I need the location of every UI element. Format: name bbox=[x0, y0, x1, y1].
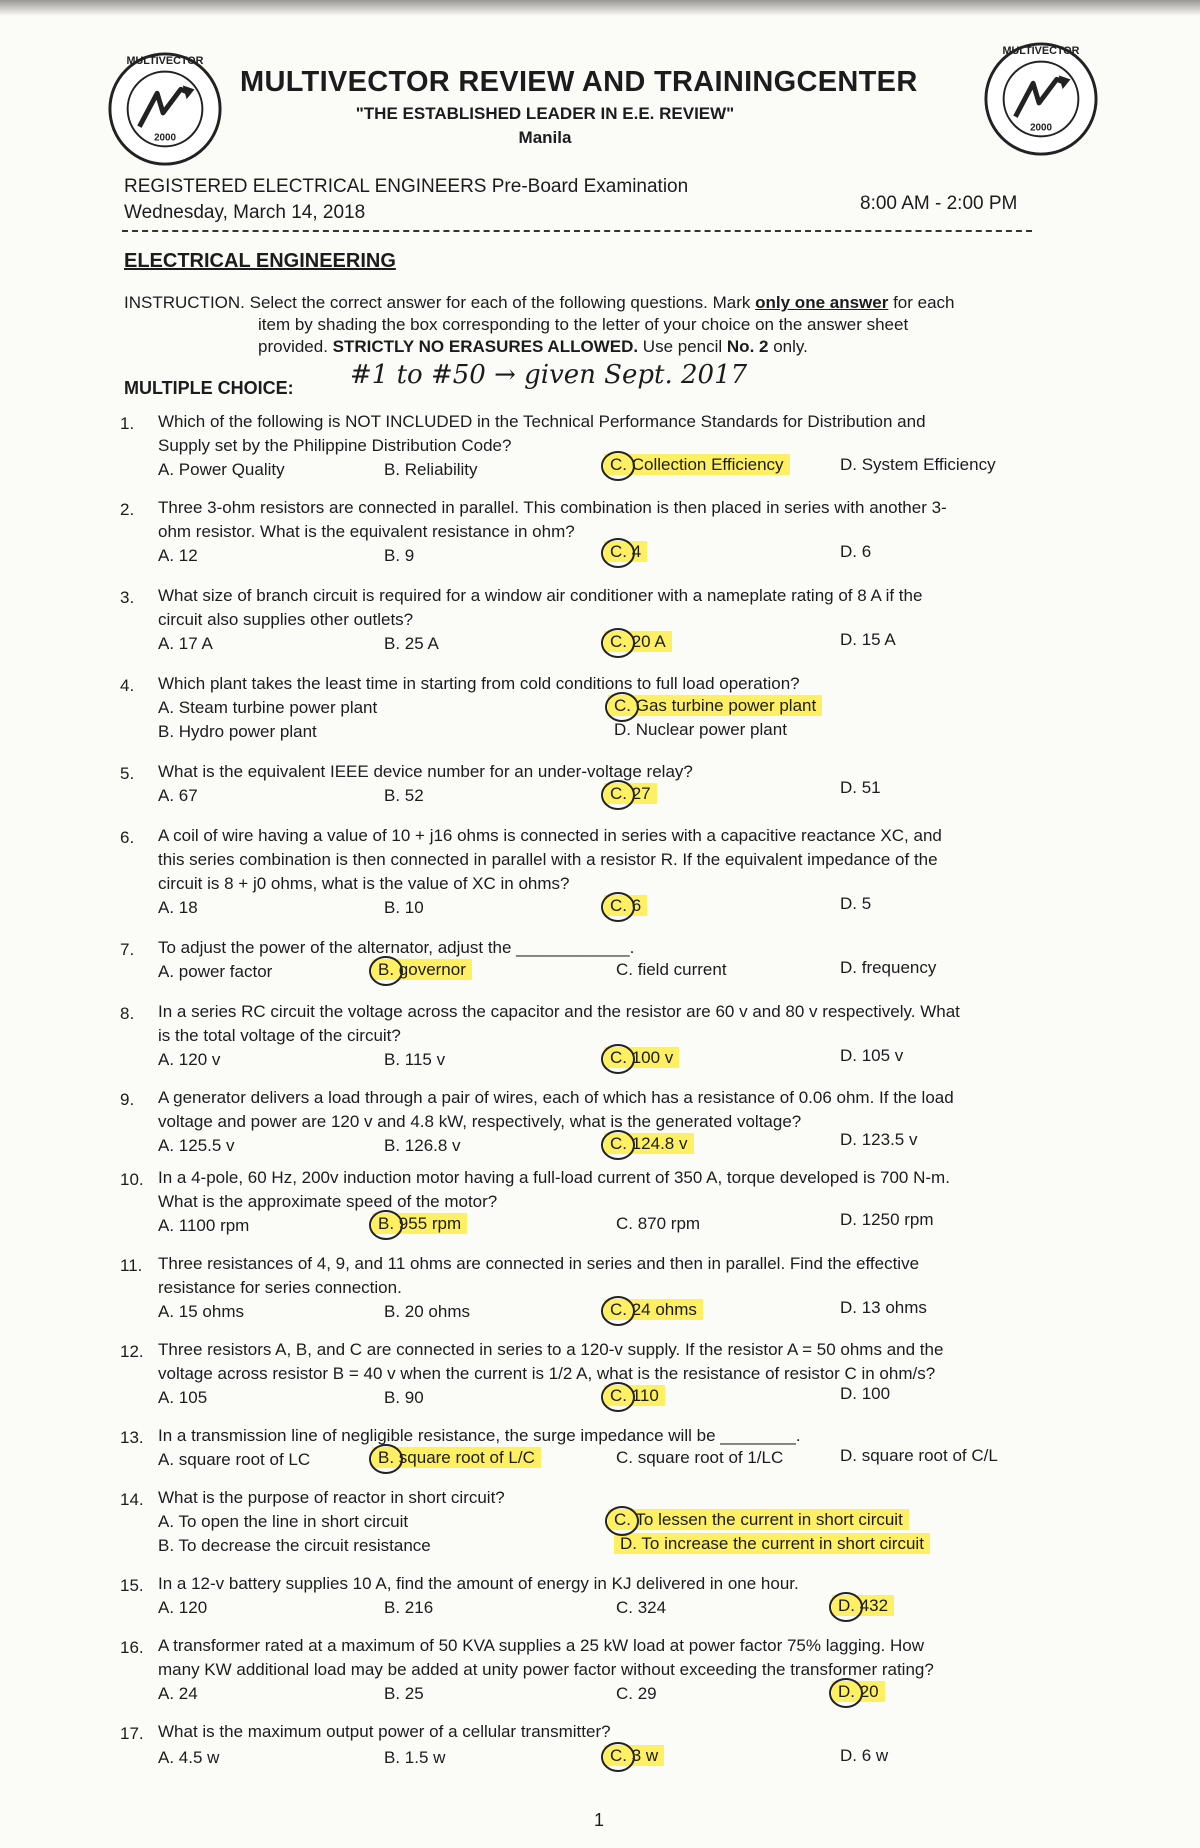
option-b: B. 9 bbox=[384, 546, 415, 565]
option-c: C. field current bbox=[616, 960, 727, 979]
option-d: D. 1250 rpm bbox=[840, 1210, 934, 1229]
question-text: What is the approximate speed of the motor? bbox=[158, 1192, 498, 1211]
question-text: What is the purpose of reactor in short circuit? bbox=[158, 1488, 505, 1507]
question-text: In a series RC circuit the voltage across the capacitor and the resistor are 60 v and 80 v respectively. What bbox=[158, 1002, 960, 1021]
org-city: Manila bbox=[518, 128, 572, 147]
highlighted-option: D. To increase the current in short circuit bbox=[614, 1533, 930, 1554]
question-text: Which plant takes the least time in starting from cold conditions to full load operation? bbox=[158, 674, 800, 693]
option-b: B. Reliability bbox=[384, 460, 478, 479]
highlighted-answer: C. 4 bbox=[604, 541, 647, 562]
question-text: circuit also supplies other outlets? bbox=[158, 610, 414, 629]
question-text: Which of the following is NOT INCLUDED in the Technical Performance Standards for Distribution and bbox=[158, 412, 926, 431]
option-a: A. 15 ohms bbox=[158, 1302, 244, 1321]
option-a: A. 120 v bbox=[158, 1050, 221, 1069]
question-text: In a 4-pole, 60 Hz, 200v induction motor having a full-load current of 350 A, torque developed is 700 N-m. bbox=[158, 1168, 950, 1187]
highlighted-answer: C. Gas turbine power plant bbox=[608, 695, 822, 716]
question-number: 6. bbox=[120, 828, 135, 847]
option-b: B. 90 bbox=[384, 1388, 424, 1407]
question-text: this series combination is then connected in parallel with a resistor R. If the equivalent impedance of the bbox=[158, 850, 938, 869]
question-number: 14. bbox=[120, 1490, 144, 1509]
option-b: B. 216 bbox=[384, 1598, 434, 1617]
question-number: 15. bbox=[120, 1576, 144, 1595]
option-b: B. 20 ohms bbox=[384, 1302, 470, 1321]
option-d: D. 51 bbox=[840, 778, 881, 797]
scan-shadow bbox=[0, 0, 1200, 16]
highlighted-answer: B. 955 rpm bbox=[372, 1213, 467, 1234]
option-a: A. Steam turbine power plant bbox=[158, 698, 378, 717]
option-c-selected bbox=[604, 632, 672, 652]
question-text: A transformer rated at a maximum of 50 KVA supplies a 25 kW load at power factor 75% lagging. How bbox=[158, 1636, 925, 1655]
option-a: A. power factor bbox=[158, 962, 273, 981]
highlighted-answer: C. 100 v bbox=[604, 1047, 679, 1068]
option-b: B. 1.5 w bbox=[384, 1748, 446, 1767]
pencil-number: No. 2 bbox=[726, 337, 769, 356]
option-d-selected bbox=[832, 1596, 894, 1616]
question-text: resistance for series connection. bbox=[158, 1278, 402, 1297]
org-name: MULTIVECTOR REVIEW AND TRAININGCENTER bbox=[240, 66, 918, 98]
option-c-selected bbox=[604, 455, 790, 475]
page-number: 1 bbox=[594, 1810, 605, 1830]
multivector-logo-left-icon bbox=[106, 50, 224, 168]
option-b: B. 10 bbox=[384, 898, 424, 917]
highlighted-answer: C. 3 w bbox=[604, 1745, 664, 1766]
instruction-line-2: item by shading the box corresponding to the letter of your choice on the answer sheet bbox=[258, 315, 909, 334]
option-d: D. 5 bbox=[840, 894, 872, 913]
option-a: A. square root of LC bbox=[158, 1450, 311, 1469]
option-c: C. 29 bbox=[616, 1684, 657, 1703]
question-text: What is the maximum output power of a cellular transmitter? bbox=[158, 1722, 611, 1741]
option-c-selected bbox=[608, 1510, 909, 1530]
question-number: 7. bbox=[120, 940, 135, 959]
instruction-text: provided. bbox=[258, 337, 333, 356]
exam-title: REGISTERED ELECTRICAL ENGINEERS Pre-Board Examination bbox=[124, 176, 689, 197]
option-c-selected bbox=[604, 1048, 679, 1068]
option-b: B. 126.8 v bbox=[384, 1136, 461, 1155]
subject-heading: ELECTRICAL ENGINEERING bbox=[124, 250, 396, 272]
no-erasures-notice: STRICTLY NO ERASURES ALLOWED. bbox=[332, 337, 639, 356]
highlighted-answer: C. To lessen the current in short circuit bbox=[608, 1509, 909, 1530]
question-number: 3. bbox=[120, 588, 135, 607]
option-c-selected bbox=[604, 542, 647, 562]
svg-text:MULTIVECTOR: MULTIVECTOR bbox=[126, 54, 204, 67]
option-b: B. To decrease the circuit resistance bbox=[158, 1536, 431, 1555]
option-d: D. 100 bbox=[840, 1384, 891, 1403]
option-b-selected bbox=[372, 960, 472, 980]
question-text: Supply set by the Philippine Distribution Code? bbox=[158, 436, 512, 455]
question-number: 4. bbox=[120, 676, 135, 695]
highlighted-answer: C. 124.8 v bbox=[604, 1133, 694, 1154]
question-text: circuit is 8 + j0 ohms, what is the value of XC in ohms? bbox=[158, 874, 570, 893]
question-text: is the total voltage of the circuit? bbox=[158, 1026, 401, 1045]
multiple-choice-label: MULTIPLE CHOICE: bbox=[124, 378, 294, 398]
option-a: A. 1100 rpm bbox=[158, 1216, 250, 1235]
instruction-text: Use pencil bbox=[638, 337, 727, 356]
option-a: A. 67 bbox=[158, 786, 198, 805]
option-c-selected bbox=[604, 1134, 694, 1154]
highlighted-answer: C. 24 ohms bbox=[604, 1299, 703, 1320]
instruction-emphasis: only one answer bbox=[755, 293, 889, 312]
question-text: In a 12-v battery supplies 10 A, find the amount of energy in KJ delivered in one hour. bbox=[158, 1574, 799, 1593]
question-text: Three 3-ohm resistors are connected in parallel. This combination is then placed in series with another 3- bbox=[158, 498, 947, 517]
option-b-selected bbox=[372, 1214, 467, 1234]
highlighted-answer: C. Collection Efficiency bbox=[604, 454, 790, 475]
option-c: C. 324 bbox=[616, 1598, 667, 1617]
question-text: To adjust the power of the alternator, adjust the ____________. bbox=[158, 938, 635, 957]
question-text: voltage across resistor B = 40 v when the current is 1/2 A, what is the resistance of resistor C in ohm/s? bbox=[158, 1364, 936, 1383]
option-a: A. 12 bbox=[158, 546, 198, 565]
question-text: Three resistances of 4, 9, and 11 ohms are connected in series and then in parallel. Find the effective bbox=[158, 1254, 920, 1273]
question-number: 9. bbox=[120, 1090, 135, 1109]
option-a: A. To open the line in short circuit bbox=[158, 1512, 409, 1531]
instruction-text: only. bbox=[768, 337, 808, 356]
question-text: What size of branch circuit is required for a window air conditioner with a nameplate rating of 8 A if the bbox=[158, 586, 923, 605]
instruction-line-1 bbox=[124, 292, 1084, 314]
option-a: A. 120 bbox=[158, 1598, 208, 1617]
option-d: D. System Efficiency bbox=[840, 455, 996, 474]
highlighted-answer: D. 432 bbox=[832, 1595, 894, 1616]
option-b: B. Hydro power plant bbox=[158, 722, 317, 741]
svg-text:2000: 2000 bbox=[1030, 122, 1052, 134]
question-text: A generator delivers a load through a pair of wires, each of which has a resistance of 0.06 ohm. If the load bbox=[158, 1088, 954, 1107]
exam-date: Wednesday, March 14, 2018 bbox=[124, 202, 366, 223]
option-b: B. 115 v bbox=[384, 1050, 446, 1069]
question-number: 5. bbox=[120, 764, 135, 783]
question-text: What is the equivalent IEEE device number for an under-voltage relay? bbox=[158, 762, 693, 781]
option-a: A. 125.5 v bbox=[158, 1136, 235, 1155]
instruction-line-3 bbox=[258, 337, 808, 357]
question-number: 16. bbox=[120, 1638, 144, 1657]
option-c-selected bbox=[604, 896, 647, 916]
highlighted-answer: C. 6 bbox=[604, 895, 647, 916]
question-text: Three resistors A, B, and C are connected in series to a 120-v supply. If the resistor A = 50 ohms and the bbox=[158, 1340, 944, 1359]
option-a: A. 24 bbox=[158, 1684, 198, 1703]
divider bbox=[122, 230, 1032, 232]
question-number: 10. bbox=[120, 1170, 144, 1189]
option-d: D. 13 ohms bbox=[840, 1298, 927, 1317]
option-d: D. 6 w bbox=[840, 1746, 889, 1765]
question-text: A coil of wire having a value of 10 + j16 ohms is connected in series with a capacitive reactance XC, and bbox=[158, 826, 942, 845]
option-b: B. 25 A bbox=[384, 634, 439, 653]
svg-text:2000: 2000 bbox=[154, 132, 176, 144]
question-number: 17. bbox=[120, 1724, 144, 1743]
option-a: A. Power Quality bbox=[158, 460, 285, 479]
option-d: D. 123.5 v bbox=[840, 1130, 918, 1149]
question-number: 12. bbox=[120, 1342, 144, 1361]
highlighted-answer: D. 20 bbox=[832, 1681, 885, 1702]
option-c-selected bbox=[604, 784, 657, 804]
highlighted-answer: B. square root of L/C bbox=[372, 1447, 541, 1468]
option-b: B. 25 bbox=[384, 1684, 424, 1703]
handwritten-note: #1 to #50 → given Sept. 2017 bbox=[350, 360, 748, 390]
svg-text:MULTIVECTOR: MULTIVECTOR bbox=[1002, 44, 1080, 57]
option-c: C. square root of 1/LC bbox=[616, 1448, 784, 1467]
question-number: 2. bbox=[120, 500, 135, 519]
option-c-selected bbox=[604, 1386, 665, 1406]
option-d: D. frequency bbox=[840, 958, 937, 977]
question-number: 13. bbox=[120, 1428, 144, 1447]
option-d bbox=[614, 1534, 930, 1554]
exam-time: 8:00 AM - 2:00 PM bbox=[860, 193, 1018, 214]
org-tagline: "THE ESTABLISHED LEADER IN E.E. REVIEW" bbox=[355, 104, 735, 123]
highlighted-answer: B. governor bbox=[372, 959, 472, 980]
instruction-text: INSTRUCTION. Select the correct answer for each of the following questions. Mark bbox=[124, 293, 756, 312]
highlighted-answer: C. 27 bbox=[604, 783, 657, 804]
option-d-selected bbox=[832, 1682, 885, 1702]
option-c-selected bbox=[608, 696, 822, 716]
option-a: A. 18 bbox=[158, 898, 198, 917]
question-number: 1. bbox=[120, 414, 135, 433]
highlighted-answer: C. 110 bbox=[604, 1385, 665, 1406]
option-c: C. 870 rpm bbox=[616, 1214, 701, 1233]
multivector-logo-right-icon bbox=[982, 40, 1100, 158]
option-d: D. 15 A bbox=[840, 630, 896, 649]
option-a: A. 105 bbox=[158, 1388, 208, 1407]
question-text: In a transmission line of negligible resistance, the surge impedance will be ________. bbox=[158, 1426, 801, 1445]
option-d: D. Nuclear power plant bbox=[614, 720, 787, 739]
question-text: ohm resistor. What is the equivalent resistance in ohm? bbox=[158, 522, 575, 541]
question-text: many KW additional load may be added at unity power factor without exceeding the transformer rating? bbox=[158, 1660, 934, 1679]
option-d: D. square root of C/L bbox=[840, 1446, 998, 1465]
option-b-selected bbox=[372, 1448, 541, 1468]
question-text: voltage and power are 120 v and 4.8 kW, respectively, what is the generated voltage? bbox=[158, 1112, 802, 1131]
option-a: A. 4.5 w bbox=[158, 1748, 220, 1767]
option-a: A. 17 A bbox=[158, 634, 213, 653]
option-c-selected bbox=[604, 1746, 664, 1766]
instruction-text-end: for each bbox=[888, 293, 955, 312]
option-d: D. 6 bbox=[840, 542, 872, 561]
question-number: 8. bbox=[120, 1004, 135, 1023]
option-b: B. 52 bbox=[384, 786, 424, 805]
question-number: 11. bbox=[120, 1256, 143, 1275]
option-d: D. 105 v bbox=[840, 1046, 904, 1065]
option-c-selected bbox=[604, 1300, 703, 1320]
highlighted-answer: C. 20 A bbox=[604, 631, 672, 652]
